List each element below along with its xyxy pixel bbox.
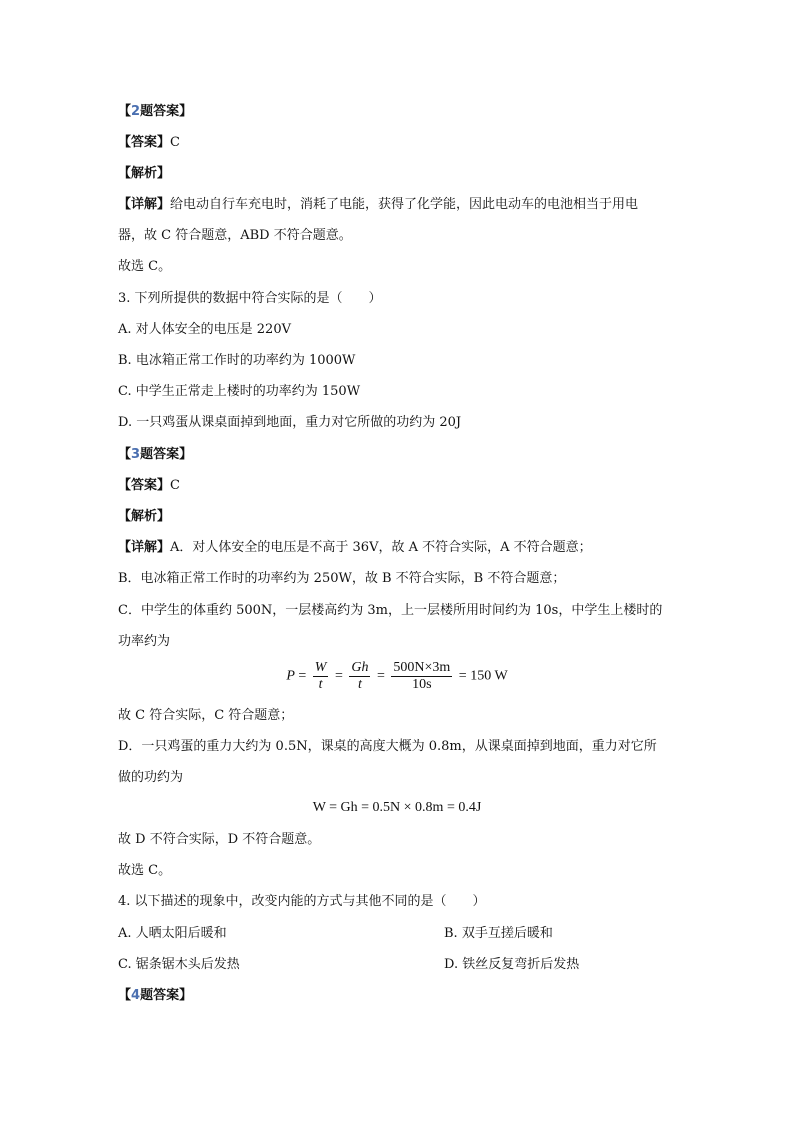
q3-option-b: B. 电冰箱正常工作时的功率约为 1000W [118,353,356,368]
numerator: 500N×3m [393,660,451,675]
bracket: 】 [179,104,193,119]
q3-conclusion: 故选 C。 [118,863,172,878]
formula-equals: = [298,668,307,684]
power-formula [0,660,794,693]
question-number: 3 [131,447,141,462]
answer-value: C [170,478,180,493]
q3-detail-b: B．电冰箱正常工作时的功率约为 250W，故 B 不符合实际，B 不符合题意； [118,571,566,586]
fraction-w-over-t [313,660,329,693]
q3-stem: 3. 下列所提供的数据中符合实际的是（ ） [118,291,382,306]
numerator: W [314,660,327,675]
answer-label: 【答案】 [118,478,171,493]
q3-detail-d2: 做的功约为 [118,770,184,785]
detail-label: 【详解】 [118,197,171,212]
detail-label: 【详解】 [118,540,171,555]
bracket: 】 [179,988,193,1003]
q3-detail-d3: 故 D 不符合实际，D 不符合题意。 [118,832,321,847]
q3-detail-c1: C．中学生的体重约 500N，一层楼高约为 3m，上一层楼所用时间约为 10s，中学生上楼时的 [118,603,663,618]
q3-option-d: D. 一只鸡蛋从课桌面掉到地面，重力对它所做的功约为 20J [118,415,462,430]
formula-symbol: P [286,668,295,684]
detail-text: A．对人体安全的电压是不高于 36V，故 A 不符合实际，A 不符合题意； [170,540,592,555]
q3-analysis-label: 【解析】 [118,509,171,524]
q4-stem: 4. 以下描述的现象中，改变内能的方式与其他不同的是（ ） [118,894,486,909]
header-text: 题答案 [140,988,180,1003]
q4-answer-header [118,987,192,1005]
q3-answer [118,477,180,495]
q4-option-d: D. 铁丝反复弯折后发热 [444,957,580,972]
q3-answer-header [118,446,192,464]
q3-detail-c2: 功率约为 [118,634,171,649]
q3-detail-d1: D．一只鸡蛋的重力大约为 0.5N，课桌的高度大概为 0.8m，从课桌面掉到地面，重力对它所 [118,739,657,754]
bracket: 【 [118,447,132,462]
bracket: 】 [179,447,193,462]
q2-answer-header [118,103,192,121]
q4-option-c: C. 锯条锯木头后发热 [118,957,240,972]
fraction-gh-over-t [349,660,370,693]
answer-value: C [170,135,180,150]
q2-answer [118,134,180,152]
q3-option-a: A. 对人体安全的电压是 220V [118,322,291,337]
q3-detail-a [118,539,592,557]
answer-label: 【答案】 [118,135,171,150]
denominator: t [357,677,362,692]
q2-conclusion: 故选 C。 [118,259,172,274]
formula-equals: = [334,668,343,684]
header-text: 题答案 [140,104,180,119]
q4-option-a: A. 人晒太阳后暖和 [118,926,227,941]
fraction-values [391,660,452,693]
question-number: 2 [131,104,141,119]
q2-detail-line1 [118,196,638,214]
q3-detail-c3: 故 C 符合实际，C 符合题意； [118,708,294,723]
work-formula: W = Gh = 0.5N × 0.8m = 0.4J [312,800,482,815]
q2-analysis-label: 【解析】 [118,166,171,181]
q3-option-c: C. 中学生正常走上楼时的功率约为 150W [118,384,361,399]
numerator: Gh [351,660,369,675]
formula-equals: = [376,668,385,684]
question-number: 4 [131,988,141,1003]
q4-option-b: B. 双手互搓后暖和 [444,926,553,941]
formula-result: 150 W [470,668,508,684]
denominator: t [318,677,323,692]
denominator: 10s [412,677,432,692]
q2-detail-line2: 器，故 C 符合题意，ABD 不符合题意。 [118,228,352,243]
header-text: 题答案 [140,447,180,462]
formula-equals: = [458,668,467,684]
bracket: 【 [118,988,132,1003]
bracket: 【 [118,104,132,119]
detail-text: 给电动自行车充电时，消耗了电能，获得了化学能，因此电动车的电池相当于用电 [170,197,639,212]
